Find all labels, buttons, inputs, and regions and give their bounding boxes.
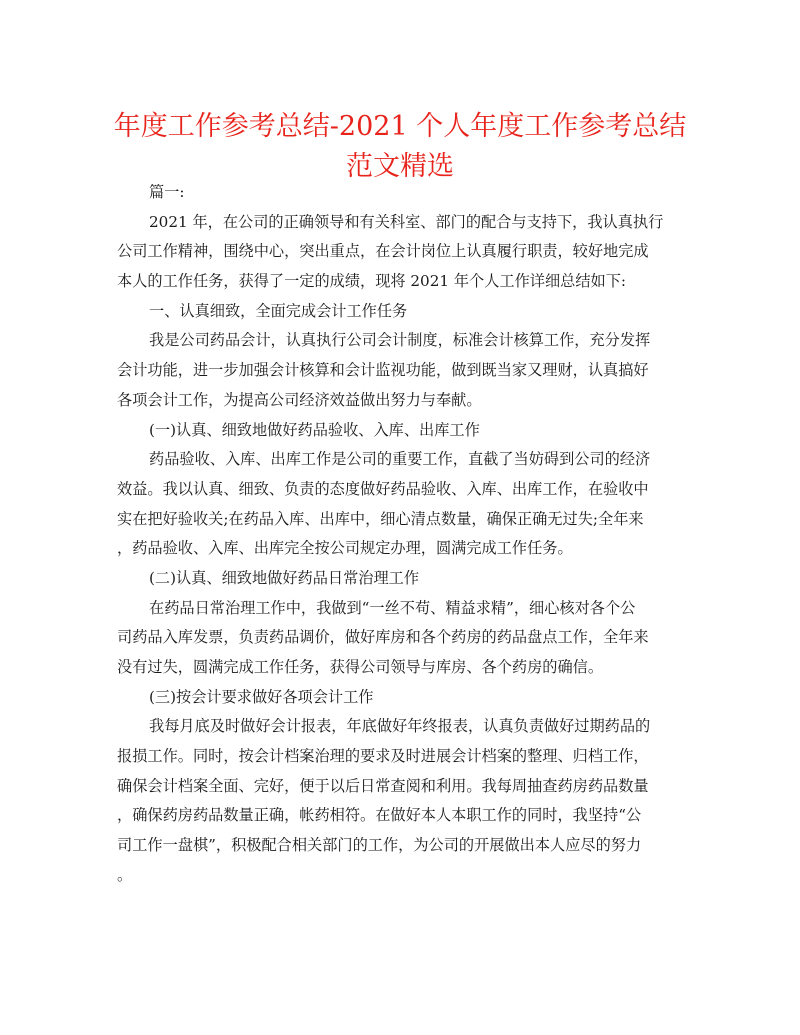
body-line: (三)按会计要求做好各项会计工作	[149, 687, 374, 706]
body-line: 公司工作精神，围绕中心，突出重点，在会计岗位上认真履行职责，较好地完成	[117, 242, 649, 261]
body-line: 确保会计档案全面、完好，便于以后日常查阅和利用。我每周抽查药房药品数量	[117, 776, 649, 795]
body-line: 在药品日常治理工作中，我做到“一丝不苟、精益求精”，细心核对各个公	[149, 598, 636, 617]
body-line: 。	[117, 865, 133, 884]
body-line: 各项会计工作，为提高公司经济效益做出努力与奉献。	[117, 390, 482, 409]
body-line: ，确保药房药品数量正确，帐药相符。在做好本人本职工作的同时，我坚持“公	[117, 806, 642, 825]
body-line: 司药品入库发票，负责药品调价，做好库房和各个药房的药品盘点工作，全年来	[117, 628, 649, 647]
body-line: 我每月底及时做好会计报表，年底做好年终报表，认真负责做好过期药品的	[149, 717, 651, 736]
body-line: 我是公司药品会计，认真执行公司会计制度，标准会计核算工作，充分发挥	[149, 331, 651, 350]
body-line: 药品验收、入库、出库工作是公司的重要工作，直截了当妨碍到公司的经济	[149, 450, 651, 469]
body-line: 篇一:	[149, 183, 185, 201]
body-line: (一)认真、细致地做好药品验收、入库、出库工作	[149, 420, 480, 439]
body-line: 一、认真细致，全面完成会计工作任务	[149, 301, 408, 320]
body-line: 本人的工作任务，获得了一定的成绩，现将 2021 年个人工作详细总结如下:	[117, 272, 627, 291]
body-line: 没有过失，圆满完成工作任务，获得公司领导与库房、各个药房的确信。	[117, 658, 603, 676]
body-line: 实在把好验收关;在药品入库、出库中，细心清点数量，确保正确无过失;全年来	[117, 509, 644, 528]
document-title-line-1: 年度工作参考总结-2021 个人年度工作参考总结	[113, 111, 687, 142]
body-line: 司工作一盘棋”，积极配合相关部门的工作，为公司的开展做出本人应尽的努力	[117, 836, 642, 855]
document-body	[117, 178, 684, 891]
document-title-line-2: 范文精选	[346, 151, 454, 182]
body-line: 报损工作。同时，按会计档案治理的要求及时进展会计档案的整理、归档工作，	[117, 747, 649, 766]
body-line: (二)认真、细致地做好药品日常治理工作	[149, 568, 420, 587]
body-line: 效益。我以认真、细致、负责的态度做好药品验收、入库、出库工作，在验收中	[117, 479, 649, 498]
body-line: 2021 年，在公司的正确领导和有关科室、部门的配合与支持下，我认真执行	[149, 212, 664, 231]
body-line: 会计功能，进一步加强会计核算和会计监视功能，做到既当家又理财，认真搞好	[117, 361, 649, 380]
body-line: ，药品验收、入库、出库完全按公司规定办理，圆满完成工作任务。	[117, 539, 573, 558]
